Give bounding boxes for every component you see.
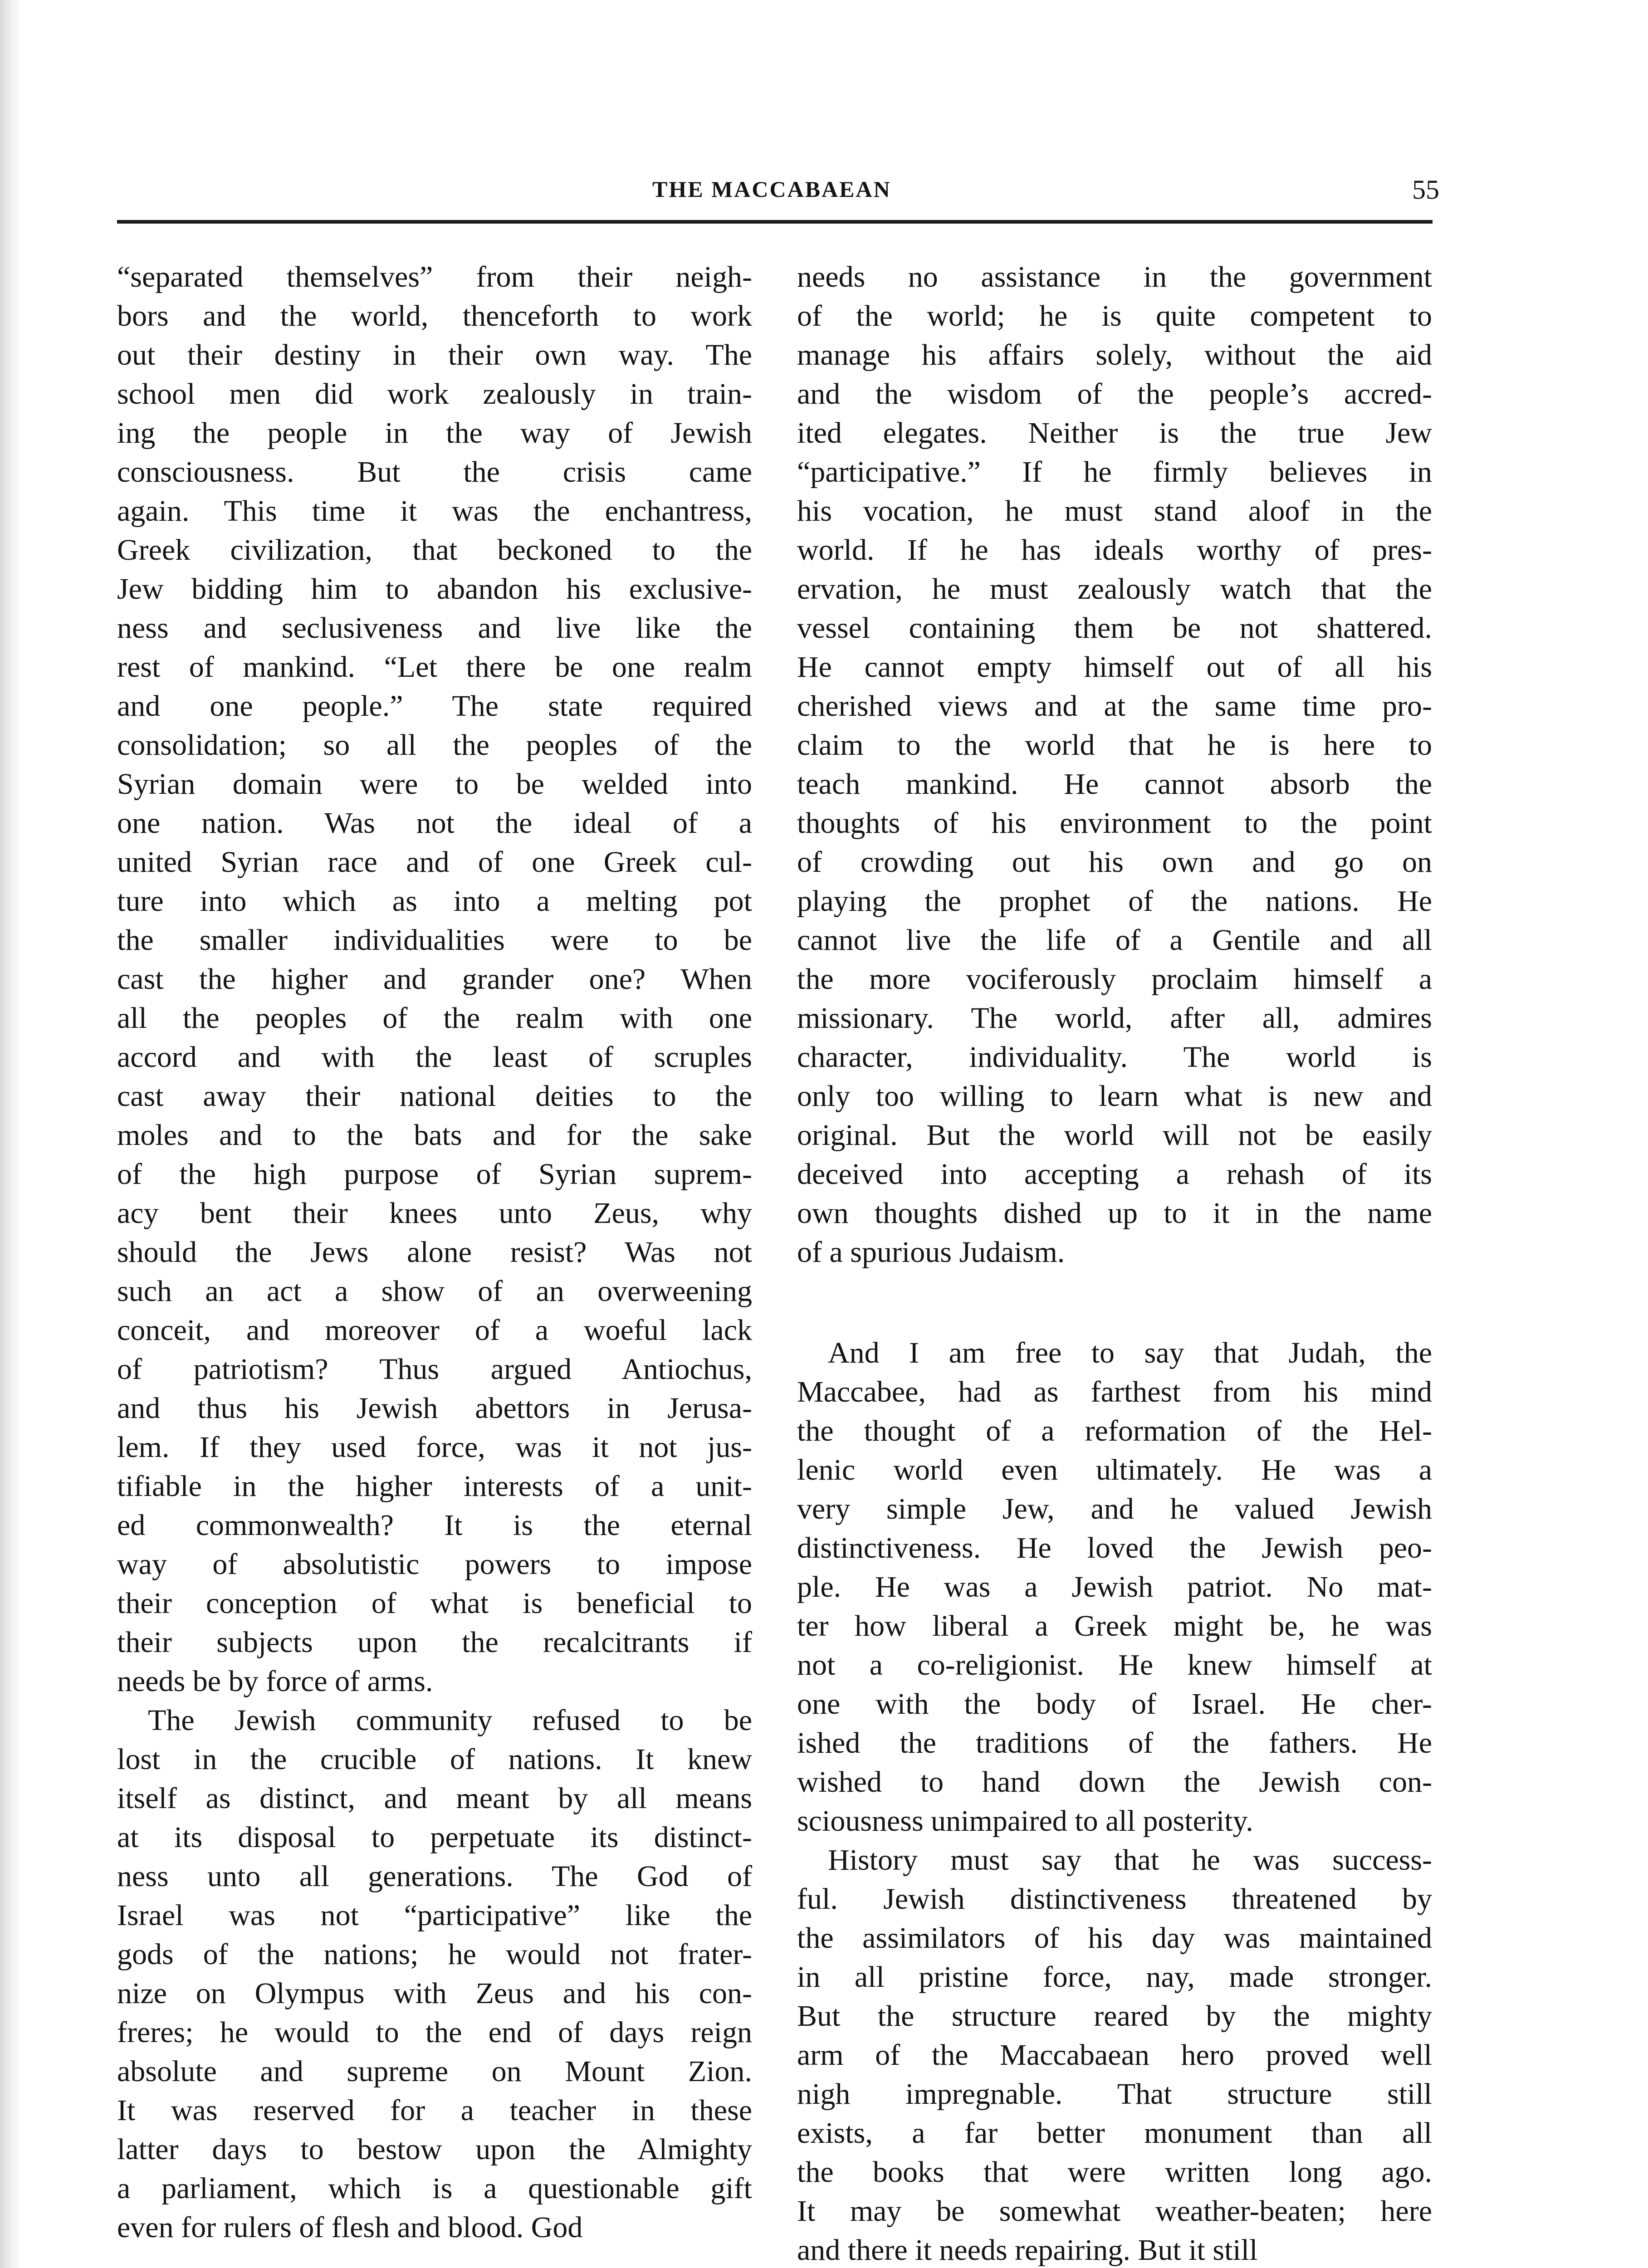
text-line: distinctiveness. He loved the Jewish peo- bbox=[797, 1531, 1432, 1564]
text-line: original. But the world will not be easily bbox=[797, 1119, 1432, 1152]
text-line: ited elegates. Neither is the true Jew bbox=[797, 416, 1432, 450]
text-line: own thoughts dished up to it in the name bbox=[797, 1197, 1432, 1230]
text-line: of the world; he is quite competent to bbox=[797, 299, 1432, 332]
text-line: the books that were written long ago. bbox=[797, 2156, 1432, 2189]
text-line: of crowding out his own and go on bbox=[797, 846, 1432, 879]
paragraph bbox=[117, 1701, 752, 2247]
text-line: only too willing to learn what is new and bbox=[797, 1080, 1432, 1113]
paragraph-gap bbox=[797, 1272, 1432, 1334]
text-line: Maccabee, had as farthest from his mind bbox=[797, 1375, 1432, 1408]
text-line: lem. If they used force, was it not jus- bbox=[117, 1431, 752, 1464]
text-line: world. If he has ideals worthy of pres- bbox=[797, 533, 1432, 567]
left-column bbox=[117, 258, 752, 2247]
text-line: teach mankind. He cannot absorb the bbox=[797, 767, 1432, 801]
text-line: consciousness. But the crisis came bbox=[117, 455, 752, 489]
paragraph bbox=[797, 1841, 1432, 2268]
text-line: very simple Jew, and he valued Jewish bbox=[797, 1492, 1432, 1525]
text-line: arm of the Maccabaean hero proved well bbox=[797, 2038, 1432, 2072]
text-line: such an act a show of an overweening bbox=[117, 1275, 752, 1308]
text-line: ed commonwealth? It is the eternal bbox=[117, 1509, 752, 1542]
text-line: way of absolutistic powers to impose bbox=[117, 1548, 752, 1581]
text-line: lost in the crucible of nations. It knew bbox=[117, 1743, 752, 1776]
text-line: itself as distinct, and meant by all means bbox=[117, 1782, 752, 1815]
text-line: ing the people in the way of Jewish bbox=[117, 416, 752, 450]
text-line: even for rulers of flesh and blood. God bbox=[117, 2211, 583, 2244]
paragraph bbox=[797, 258, 1432, 1272]
paragraph bbox=[797, 1334, 1432, 1841]
text-line: absolute and supreme on Mount Zion. bbox=[117, 2055, 752, 2088]
text-line: accord and with the least of scruples bbox=[117, 1041, 752, 1074]
header-rule bbox=[117, 220, 1433, 224]
text-line: freres; he would to the end of days reign bbox=[117, 2016, 752, 2049]
text-line: needs no assistance in the government bbox=[797, 260, 1432, 293]
text-line: and there it needs repairing. But it still bbox=[797, 2234, 1258, 2267]
text-line: consolidation; so all the peoples of the bbox=[117, 728, 752, 762]
text-line: It may be somewhat weather-beaten; here bbox=[797, 2195, 1432, 2228]
text-line: one with the body of Israel. He cher- bbox=[797, 1687, 1432, 1721]
text-line: deceived into accepting a rehash of its bbox=[797, 1158, 1432, 1191]
text-line: ished the traditions of the fathers. He bbox=[797, 1726, 1432, 1760]
text-line: their conception of what is beneficial to bbox=[117, 1587, 752, 1620]
text-line: conceit, and moreover of a woeful lack bbox=[117, 1314, 752, 1347]
text-line: ervation, he must zealously watch that the bbox=[797, 572, 1432, 606]
text-line: acy bent their knees unto Zeus, why bbox=[117, 1197, 752, 1230]
text-line: “separated themselves” from their neigh- bbox=[117, 260, 752, 293]
text-line: of the high purpose of Syrian suprem- bbox=[117, 1158, 752, 1191]
text-line: claim to the world that he is here to bbox=[797, 728, 1432, 762]
text-line: ple. He was a Jewish patriot. No mat- bbox=[797, 1570, 1432, 1603]
text-line: wished to hand down the Jewish con- bbox=[797, 1765, 1432, 1799]
text-line: Syrian domain were to be welded into bbox=[117, 767, 752, 801]
text-line: the smaller individualities were to be bbox=[117, 924, 752, 957]
text-line: ness and seclusiveness and live like the bbox=[117, 611, 752, 645]
text-line: History must say that he was success- bbox=[828, 1843, 1432, 1877]
running-header bbox=[117, 176, 1439, 208]
text-line: needs be by force of arms. bbox=[117, 1665, 433, 1698]
scan-edge-shadow bbox=[0, 0, 22, 2268]
text-line: ter how liberal a Greek might be, he was bbox=[797, 1609, 1432, 1642]
text-line: not a co-religionist. He knew himself at bbox=[797, 1648, 1432, 1681]
text-line: Israel was not “participative” like the bbox=[117, 1899, 752, 1932]
text-line: And I am free to say that Judah, the bbox=[828, 1336, 1432, 1369]
text-line: should the Jews alone resist? Was not bbox=[117, 1236, 752, 1269]
text-line: at its disposal to perpetuate its distinct- bbox=[117, 1821, 752, 1854]
right-column bbox=[797, 258, 1432, 2268]
text-line: of a spurious Judaism. bbox=[797, 1236, 1065, 1269]
text-line: missionary. The world, after all, admires bbox=[797, 1002, 1432, 1035]
text-line: cast the higher and grander one? When bbox=[117, 963, 752, 996]
text-line: his vocation, he must stand aloof in the bbox=[797, 494, 1432, 528]
text-line: one nation. Was not the ideal of a bbox=[117, 807, 752, 840]
text-line: latter days to bestow upon the Almighty bbox=[117, 2133, 752, 2166]
text-line: “participative.” If he firmly believes in bbox=[797, 455, 1432, 489]
text-line: nigh impregnable. That structure still bbox=[797, 2077, 1432, 2111]
text-line: thoughts of his environment to the point bbox=[797, 807, 1432, 840]
text-line: exists, a far better monument than all bbox=[797, 2116, 1432, 2150]
text-line: and thus his Jewish abettors in Jerusa- bbox=[117, 1392, 752, 1425]
text-line: character, individuality. The world is bbox=[797, 1041, 1432, 1074]
text-line: united Syrian race and of one Greek cul- bbox=[117, 846, 752, 879]
text-line: out their destiny in their own way. The bbox=[117, 338, 752, 371]
text-line: cannot live the life of a Gentile and all bbox=[797, 924, 1432, 957]
text-line: bors and the world, thenceforth to work bbox=[117, 299, 752, 332]
text-line: in all pristine force, nay, made stronger. bbox=[797, 1960, 1432, 1994]
text-line: Greek civilization, that beckoned to the bbox=[117, 533, 752, 567]
text-line: lenic world even ultimately. He was a bbox=[797, 1453, 1432, 1486]
text-line: their subjects upon the recalcitrants if bbox=[117, 1626, 752, 1659]
text-line: vessel containing them be not shattered. bbox=[797, 611, 1432, 645]
text-line: the assimilators of his day was maintained bbox=[797, 1921, 1432, 1955]
text-line: moles and to the bats and for the sake bbox=[117, 1119, 752, 1152]
text-line: all the peoples of the realm with one bbox=[117, 1002, 752, 1035]
text-line: He cannot empty himself out of all his bbox=[797, 650, 1432, 684]
text-line: nize on Olympus with Zeus and his con- bbox=[117, 1977, 752, 2010]
text-line: the more vociferously proclaim himself a bbox=[797, 963, 1432, 996]
text-line: sciousness unimpaired to all posterity. bbox=[797, 1804, 1253, 1838]
text-line: rest of mankind. “Let there be one realm bbox=[117, 650, 752, 684]
text-line: cast away their national deities to the bbox=[117, 1080, 752, 1113]
page-number: 55 bbox=[1412, 175, 1439, 205]
text-line: the thought of a reformation of the Hel- bbox=[797, 1414, 1432, 1447]
text-line: ful. Jewish distinctiveness threatened by bbox=[797, 1882, 1432, 1916]
text-line: But the structure reared by the mighty bbox=[797, 1999, 1432, 2033]
paragraph bbox=[117, 258, 752, 1701]
text-line: of patriotism? Thus argued Antiochus, bbox=[117, 1353, 752, 1386]
text-line: tifiable in the higher interests of a unit- bbox=[117, 1470, 752, 1503]
text-line: and the wisdom of the people’s accred- bbox=[797, 377, 1432, 411]
text-line: Jew bidding him to abandon his exclusive- bbox=[117, 572, 752, 606]
text-line: ness unto all generations. The God of bbox=[117, 1860, 752, 1893]
text-line: cherished views and at the same time pro- bbox=[797, 689, 1432, 723]
text-line: It was reserved for a teacher in these bbox=[117, 2094, 752, 2127]
text-line: playing the prophet of the nations. He bbox=[797, 885, 1432, 918]
text-line: again. This time it was the enchantress, bbox=[117, 494, 752, 528]
text-line: gods of the nations; he would not frater- bbox=[117, 1938, 752, 1971]
running-title: THE MACCABAEAN bbox=[652, 176, 891, 202]
text-line: school men did work zealously in train- bbox=[117, 377, 752, 411]
text-line: and one people.” The state required bbox=[117, 689, 752, 723]
text-line: a parliament, which is a questionable gift bbox=[117, 2172, 752, 2205]
text-line: ture into which as into a melting pot bbox=[117, 885, 752, 918]
text-line: The Jewish community refused to be bbox=[148, 1704, 752, 1737]
text-line: manage his affairs solely, without the aid bbox=[797, 338, 1432, 371]
